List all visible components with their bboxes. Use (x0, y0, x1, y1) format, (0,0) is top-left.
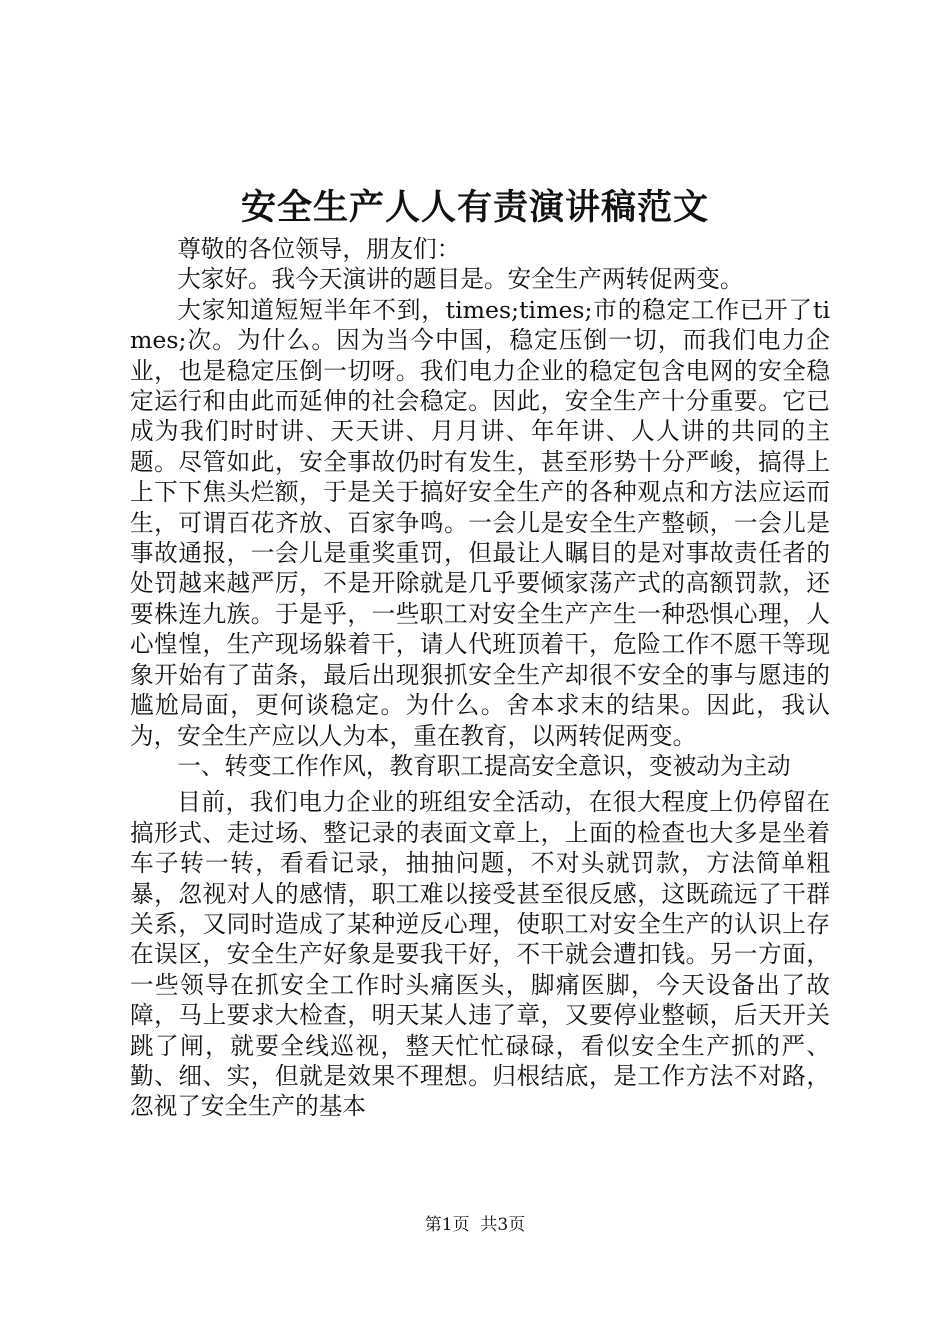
section-heading-1: 一、转变工作作风，教育职工提高安全意识，变被动为主动 (177, 751, 791, 780)
paragraph-greeting: 大家好。我今天演讲的题目是。安全生产两转促两变。 (177, 265, 744, 294)
page-footer (0, 1214, 950, 1236)
document-title: 安全生产人人有责演讲稿范文 (240, 188, 709, 228)
document-body (130, 234, 830, 1122)
paragraph-section-1-body: 目前，我们电力企业的班组安全活动，在很大程度上仍停留在搞形式、走过场、整记录的表面文章上，上面的检查也大多是坐着车子转一转，看看记录，抽抽问题，不对头就罚款，方法简单粗暴，忽视对人的感情，职工难以接受甚至很反感，这既疏远了干群关系，又同时造成了某种逆反心理，使职工对安全生产的认识上存在误区，安全生产好象是要我干好，不干就会遭扣钱。另一方面，一些领导在抓安全工作时头痛医头，脚痛医脚，今天设备出了故障，马上要求大检查，明天某人违了章，又要停业整顿，后天开关跳了闸，就要全线巡视，整天忙忙碌碌，看似安全生产抓的严、勤、细、实，但就是效果不理想。归根结底，是工作方法不对路，忽视了安全生产的基本 (130, 788, 830, 1121)
page-total: 共3页 (480, 1215, 526, 1235)
paragraph-salutation: 尊敬的各位领导，朋友们： (177, 235, 461, 263)
page-number: 第1页 (424, 1215, 470, 1235)
paragraph-introduction: 大家知道短短半年不到，times;times;市的稳定工作已开了times;次。为什么。因为当今中国，稳定压倒一切，而我们电力企业，也是稳定压倒一切呀。我们电力企业的稳定包含电网的安全稳定运行和由此而延伸的社会稳定。因此，安全生产十分重要。它已成为我们时时讲、天天讲、月月讲、年年讲、人人讲的共同的主题。尽管如此，安全事故仍时有发生，甚至形势十分严峻，搞得上上下下焦头烂额，于是关于搞好安全生产的各种观点和方法应运而生，可谓百花齐放、百家争鸣。一会儿是安全生产整顿，一会儿是事故通报，一会儿是重奖重罚，但最让人瞩目的是对事故责任者的处罚越来越严厉，不是开除就是几乎要倾家荡产式的高额罚款，还要株连九族。于是乎，一些职工对安全生产产生一种恐惧心理，人心惶惶，生产现场躲着干，请人代班顶着干，危险工作不愿干等现象开始有了苗条，最后出现狠抓安全生产却很不安全的事与愿违的尴尬局面，更何谈稳定。为什么。舍本求末的结果。因此，我认为，安全生产应以人为本，重在教育，以两转促两变。 (130, 295, 830, 750)
